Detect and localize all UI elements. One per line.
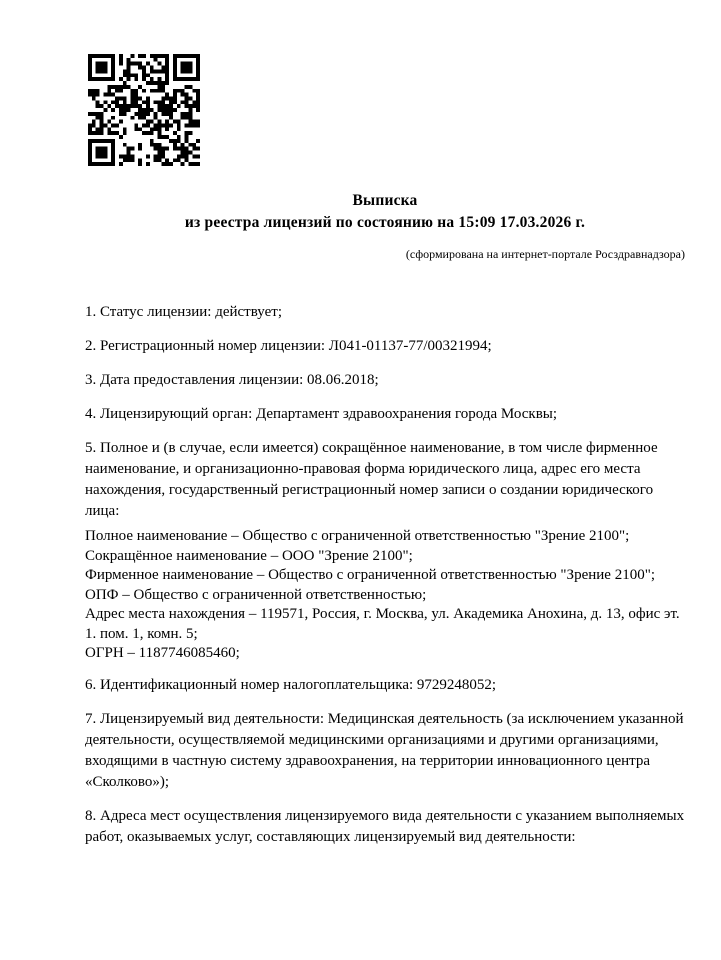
title-line-1: Выписка bbox=[352, 192, 418, 209]
company-ogrn-line: ОГРН – 1187746085460; bbox=[85, 645, 240, 661]
company-address-line: Адрес места нахождения – 119571, Россия, г. Москва, ул. Академика Анохина, д. 13, офис эт. 1. пом. 1, комн. 5; bbox=[85, 606, 680, 642]
document-content bbox=[85, 190, 685, 861]
activity-addresses-intro-item: 8. Адреса мест осуществления лицензируемого вида деятельности с указанием выполняемых работ, оказываемых услуг, составляющих лицензируемый вид деятельности: bbox=[85, 807, 685, 845]
title-line-2: из реестра лицензий по состоянию на 15:09 17.03.2026 г. bbox=[184, 214, 586, 231]
company-names-intro-item: 5. Полное и (в случае, если имеется) сокращённое наименование, в том числе фирменное наименование, и организационно-правовая форма юридического лица, адрес его места нахождения, государственный регистрационный номер записи о создании юридического лица: bbox=[85, 440, 658, 519]
company-details-block bbox=[85, 527, 685, 664]
company-full-name-line: Полное наименование – Общество с ограниченной ответственностью "Зрение 2100"; bbox=[85, 528, 630, 544]
company-opf-line: ОПФ – Общество с ограниченной ответственностью; bbox=[85, 586, 427, 603]
activity-type-item: 7. Лицензируемый вид деятельности: Медицинская деятельность (за исключением указанной деятельности, осуществляемой медицинскими организациями и другими организациями, входящими в частную систему здравоохранения, на территории инновационного центра «Сколково»); bbox=[85, 710, 684, 790]
document-body bbox=[85, 302, 685, 848]
license-status-item: 1. Статус лицензии: действует; bbox=[85, 304, 282, 320]
company-brand-name-line: Фирменное наименование – Общество с ограниченной ответственностью "Зрение 2100"; bbox=[85, 567, 655, 583]
license-number-item: 2. Регистрационный номер лицензии: Л041-01137-77/00321994; bbox=[85, 338, 492, 354]
licensing-authority-item: 4. Лицензирующий орган: Департамент здравоохранения города Москвы; bbox=[85, 406, 558, 422]
taxpayer-id-item: 6. Идентификационный номер налогоплательщика: 9729248052; bbox=[85, 676, 497, 693]
license-grant-date-item: 3. Дата предоставления лицензии: 08.06.2018; bbox=[85, 372, 379, 388]
document-title bbox=[85, 190, 685, 234]
qr-code-icon bbox=[88, 54, 200, 166]
document-subtitle: (сформирована на интернет-портале Росздравнадзора) bbox=[405, 247, 685, 261]
company-short-name-line: Сокращённое наименование – ООО "Зрение 2100"; bbox=[85, 547, 413, 564]
